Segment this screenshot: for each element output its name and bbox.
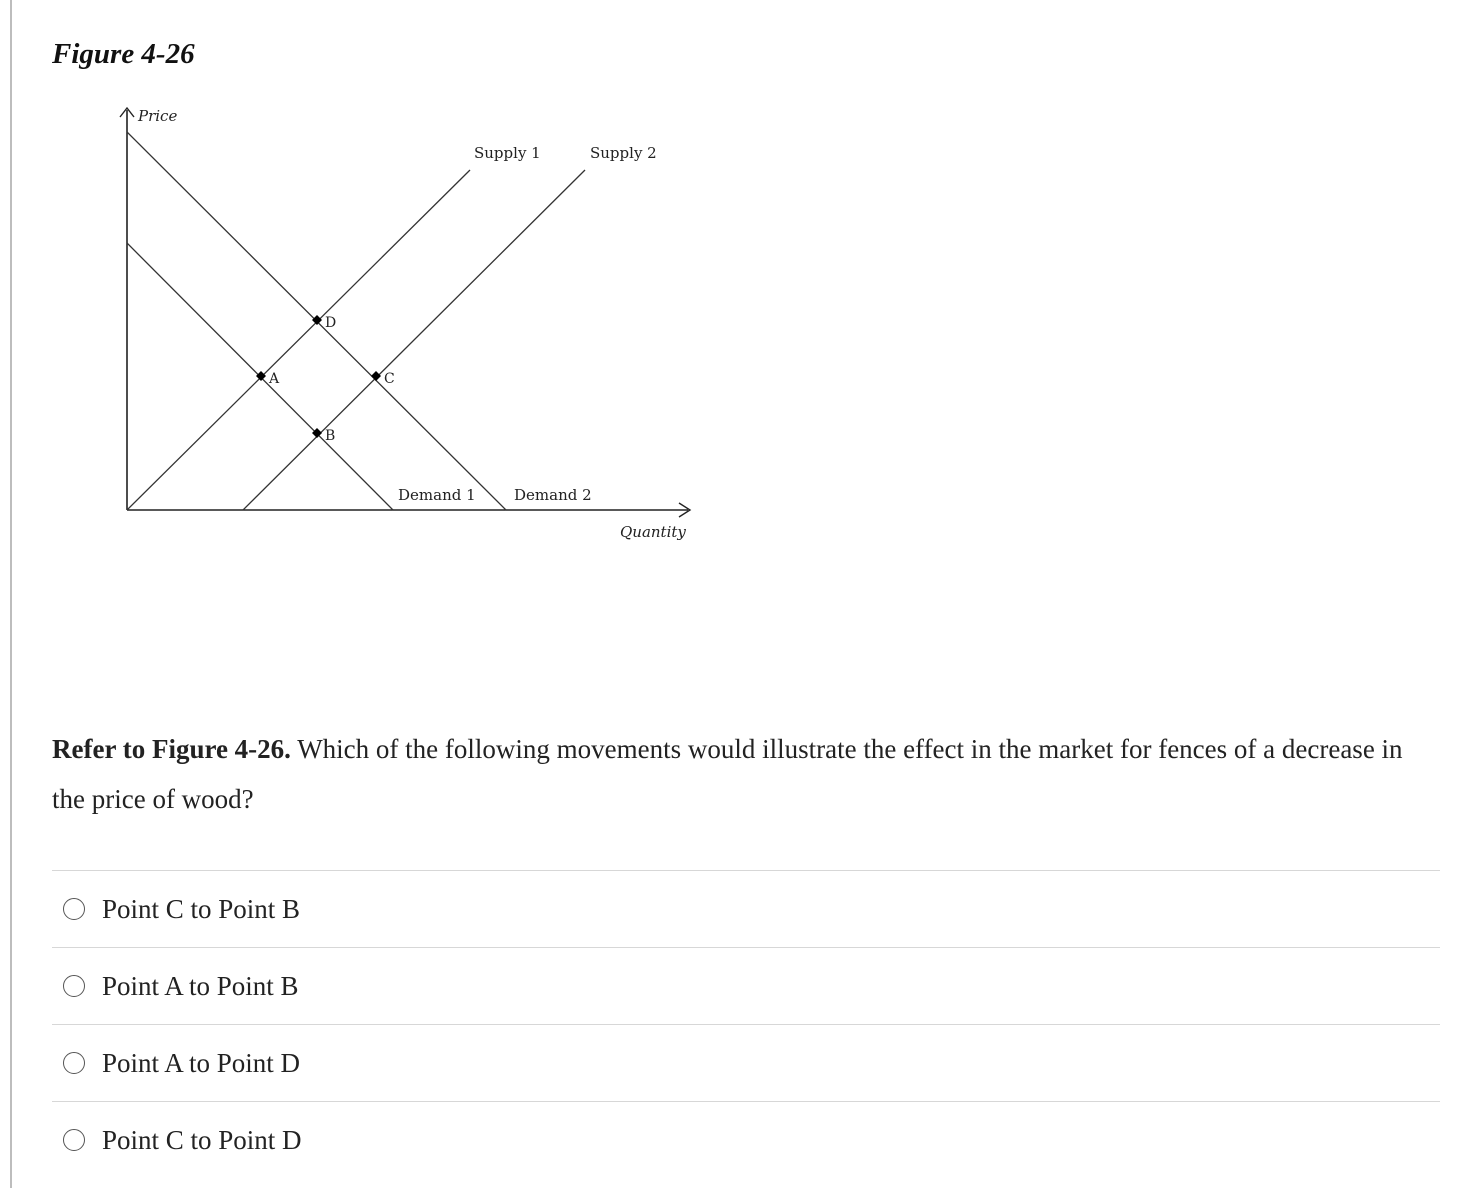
option-c-to-b[interactable] [52, 870, 1440, 947]
option-label: Point C to Point B [102, 893, 301, 924]
point-b-label: B [325, 428, 336, 444]
radio-button[interactable] [63, 975, 85, 997]
supply-1-curve [127, 170, 470, 510]
point-a-marker [256, 371, 266, 381]
point-d-marker [312, 315, 322, 325]
point-c-label: C [384, 371, 395, 387]
point-d-label: D [325, 315, 337, 331]
answer-options [52, 870, 1440, 1178]
supply-2-curve [243, 170, 585, 510]
option-a-to-d[interactable] [52, 1024, 1440, 1101]
point-a-label: A [269, 371, 280, 387]
supply-2-label: Supply 2 [590, 144, 657, 162]
option-label: Point A to Point D [102, 1047, 301, 1078]
price-axis-label: Price [138, 107, 178, 125]
figure-title: Figure 4-26 [52, 38, 195, 70]
point-c-marker [371, 371, 381, 381]
radio-button[interactable] [63, 1129, 85, 1151]
demand-2-label: Demand 2 [514, 486, 592, 504]
question-text [52, 724, 1432, 824]
supply-1-label: Supply 1 [474, 144, 541, 162]
radio-button[interactable] [63, 1052, 85, 1074]
option-c-to-d[interactable] [52, 1101, 1440, 1178]
option-label: Point C to Point D [102, 1124, 302, 1155]
demand-1-label: Demand 1 [398, 486, 476, 504]
option-label: Point A to Point B [102, 970, 299, 1001]
supply-demand-graph [0, 0, 760, 560]
question-body: Which of the following movements would illustrate the effect in the market for fences of a decrease in the price of wood? [52, 734, 1403, 814]
radio-button[interactable] [63, 898, 85, 920]
question-figure-ref: Refer to Figure 4-26. [52, 734, 291, 764]
option-a-to-b[interactable] [52, 947, 1440, 1024]
quantity-axis-label: Quantity [620, 523, 686, 541]
